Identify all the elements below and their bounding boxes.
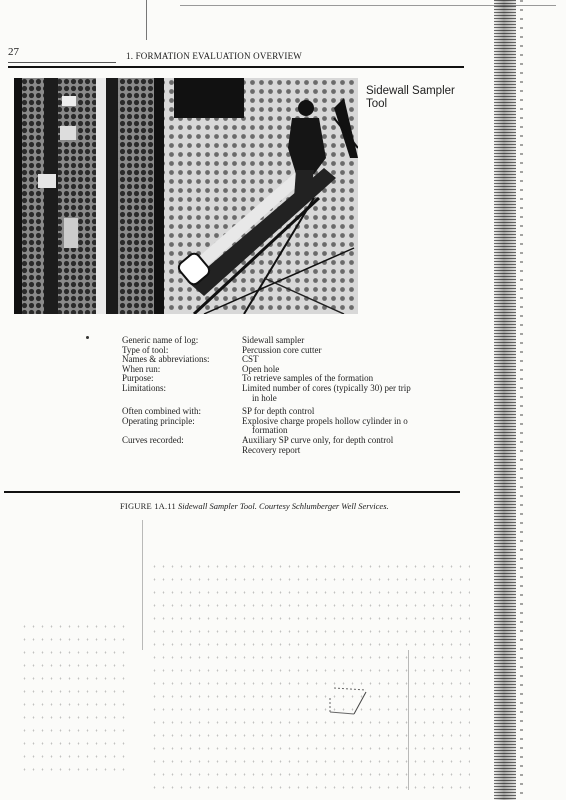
- figure-label: [366, 85, 476, 111]
- figure-caption-number: FIGURE 1A.11: [120, 501, 176, 511]
- scan-artifact-line: [142, 520, 143, 650]
- spec-value: To retrieve samples of the formation: [242, 373, 374, 384]
- spec-value: Open hole: [242, 363, 280, 374]
- figure-caption-text: Sidewall Sampler Tool. Courtesy Schlumberger Well Services.: [178, 501, 389, 511]
- figure-label-line1: Sidewall Sampler: [366, 85, 455, 97]
- scan-speckle: [150, 560, 470, 790]
- scanner-edge-noise: [494, 0, 516, 800]
- spec-key: When run:: [122, 363, 161, 374]
- photo-illustration: [14, 78, 358, 314]
- spec-value-line2: formation: [252, 425, 288, 436]
- spec-key: Purpose:: [122, 373, 154, 384]
- spec-key: Generic name of log:: [122, 335, 199, 345]
- spec-row: [122, 446, 462, 456]
- header-rule-left: [8, 62, 116, 63]
- spec-row: [122, 384, 462, 403]
- spec-row: [122, 355, 462, 365]
- spec-key: [122, 446, 242, 456]
- figure-caption: [120, 501, 389, 511]
- scan-artifact-line: [146, 0, 147, 40]
- spec-table: [122, 336, 462, 455]
- spec-value: [242, 417, 462, 436]
- scan-stray-mark: [326, 684, 372, 716]
- spec-key: Often combined with:: [122, 406, 201, 417]
- spec-value-line2: in hole: [252, 392, 277, 403]
- spec-value: Sidewall sampler: [242, 335, 305, 345]
- scanner-edge-noise-thin: [520, 0, 523, 800]
- spec-key: Curves recorded:: [122, 434, 184, 445]
- figure-label-line2: Tool: [366, 98, 388, 110]
- spec-key: Operating principle:: [122, 415, 195, 426]
- spec-value: Auxiliary SP curve only, for depth control: [242, 434, 394, 445]
- spec-value: Percussion core cutter: [242, 344, 322, 355]
- header-rule: [8, 66, 464, 68]
- spec-value: [242, 384, 462, 403]
- spec-value: Recovery report: [242, 444, 301, 455]
- spec-value-line1: Limited number of cores (typically 30) per trip: [242, 382, 411, 393]
- spec-key: Names & abbreviations:: [122, 354, 210, 365]
- spec-key: Type of tool:: [122, 344, 169, 355]
- chapter-title: 1. FORMATION EVALUATION OVERVIEW: [126, 51, 303, 61]
- spec-row: [122, 417, 462, 436]
- spec-value: SP for depth control: [242, 406, 315, 417]
- sidewall-sampler-photo: [14, 78, 358, 314]
- page-number: 27: [8, 46, 19, 58]
- spec-key: Limitations:: [122, 382, 166, 393]
- spec-value-line1: Explosive charge propels hollow cylinder in o: [242, 415, 408, 426]
- spec-value: CST: [242, 354, 259, 365]
- margin-bullet: [86, 336, 89, 339]
- scan-speckle: [20, 620, 130, 780]
- figure-bottom-rule: [4, 491, 460, 493]
